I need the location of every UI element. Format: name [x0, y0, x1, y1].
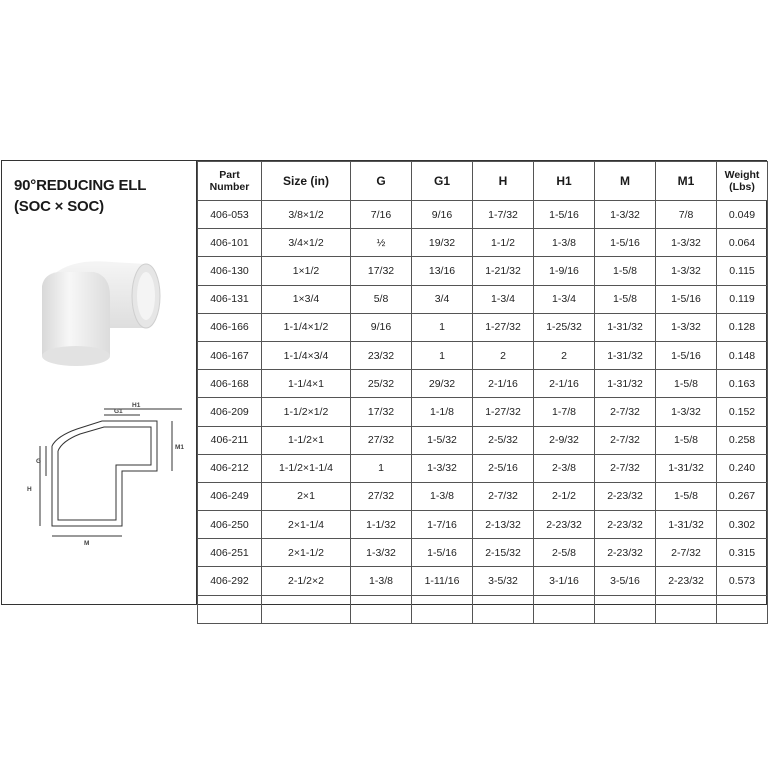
- table-cell: 2×1: [262, 482, 351, 510]
- table-cell: 1-5/16: [656, 285, 717, 313]
- table-cell: 2-7/32: [595, 398, 656, 426]
- table-cell: 2-1/2: [534, 482, 595, 510]
- table-cell: [262, 595, 351, 623]
- table-cell: 1-7/16: [412, 511, 473, 539]
- table-cell: 1-31/32: [595, 341, 656, 369]
- table-cell: [717, 595, 768, 623]
- table-cell: 3-5/16: [595, 567, 656, 595]
- table-row: [198, 398, 768, 426]
- table-cell: 2-5/8: [534, 539, 595, 567]
- header-size: Size (in): [262, 162, 351, 201]
- product-title-line2: (SOC × SOC): [14, 198, 104, 215]
- table-cell: 406-211: [198, 426, 262, 454]
- table-row: [198, 567, 768, 595]
- table-cell: 1-3/8: [534, 229, 595, 257]
- table-cell: 3/8×1/2: [262, 201, 351, 229]
- table-cell: 2-1/16: [473, 370, 534, 398]
- table-cell: 1-27/32: [473, 313, 534, 341]
- table-cell: 1×1/2: [262, 257, 351, 285]
- table-cell: 2: [534, 341, 595, 369]
- table-row: [198, 313, 768, 341]
- table-cell: 2×1-1/2: [262, 539, 351, 567]
- table-cell: 1-3/32: [351, 539, 412, 567]
- table-cell: 2-23/32: [595, 482, 656, 510]
- table-cell: 1-3/8: [351, 567, 412, 595]
- table-cell: 1-1/4×1/2: [262, 313, 351, 341]
- table-cell: 406-053: [198, 201, 262, 229]
- table-cell: 1-5/8: [656, 426, 717, 454]
- table-cell: 2-3/8: [534, 454, 595, 482]
- table-cell: 406-250: [198, 511, 262, 539]
- table-cell: 1-7/32: [473, 201, 534, 229]
- table-cell: 0.152: [717, 398, 768, 426]
- header-h1: H1: [534, 162, 595, 201]
- table-row: [198, 482, 768, 510]
- table-cell: 1-3/32: [656, 313, 717, 341]
- table-cell: 1: [412, 341, 473, 369]
- table-cell: [534, 595, 595, 623]
- table-cell: 1-5/8: [656, 370, 717, 398]
- table-cell: 1-25/32: [534, 313, 595, 341]
- table-row: [198, 257, 768, 285]
- table-cell: 27/32: [351, 426, 412, 454]
- table-row: [198, 229, 768, 257]
- table-cell: 2-23/32: [595, 511, 656, 539]
- table-cell: 9/16: [412, 201, 473, 229]
- table-cell: 1-27/32: [473, 398, 534, 426]
- table-cell: 1-1/2×1: [262, 426, 351, 454]
- table-cell: 1-7/8: [534, 398, 595, 426]
- table-cell: 406-212: [198, 454, 262, 482]
- table-cell: 406-166: [198, 313, 262, 341]
- table-cell: 1-21/32: [473, 257, 534, 285]
- table-cell: 23/32: [351, 341, 412, 369]
- table-cell: 17/32: [351, 398, 412, 426]
- table-cell: 1-1/4×1: [262, 370, 351, 398]
- table-cell: 0.302: [717, 511, 768, 539]
- table-cell: [412, 595, 473, 623]
- table-cell: 406-251: [198, 539, 262, 567]
- table-cell: 1-5/16: [595, 229, 656, 257]
- table-cell: 2-13/32: [473, 511, 534, 539]
- table-cell: 2-1/2×2: [262, 567, 351, 595]
- table-cell: 0.128: [717, 313, 768, 341]
- table-cell: 17/32: [351, 257, 412, 285]
- table-row: [198, 285, 768, 313]
- table-row: [198, 426, 768, 454]
- table-cell: 1-3/32: [656, 257, 717, 285]
- table-cell: 2-5/32: [473, 426, 534, 454]
- table-cell: 3/4: [412, 285, 473, 313]
- table-cell: 3/4×1/2: [262, 229, 351, 257]
- table-cell: 406-167: [198, 341, 262, 369]
- table-cell: 1-3/8: [412, 482, 473, 510]
- table-cell: 1-9/16: [534, 257, 595, 285]
- table-cell: 1-31/32: [595, 370, 656, 398]
- header-weight: Weight (Lbs): [717, 162, 768, 201]
- elbow-photo: [34, 256, 164, 374]
- table-body: [198, 201, 768, 624]
- table-cell: 3-5/32: [473, 567, 534, 595]
- table-cell: 2-7/32: [595, 426, 656, 454]
- header-part-number: Part Number: [198, 162, 262, 201]
- dim-label-m: M: [84, 540, 90, 547]
- header-m1: M1: [656, 162, 717, 201]
- table-cell: 0.119: [717, 285, 768, 313]
- table-header-row: [198, 162, 768, 201]
- table-cell: 0.240: [717, 454, 768, 482]
- table-cell: 406-292: [198, 567, 262, 595]
- table-cell: [473, 595, 534, 623]
- table-row: [198, 370, 768, 398]
- table-cell: 1-31/32: [656, 511, 717, 539]
- table-cell: 1-3/4: [534, 285, 595, 313]
- header-g: G: [351, 162, 412, 201]
- table-cell: 2-7/32: [656, 539, 717, 567]
- table-cell: 1-5/8: [656, 482, 717, 510]
- table-cell: 13/16: [412, 257, 473, 285]
- dim-label-g1: G1: [114, 408, 123, 415]
- product-title-line1: 90°REDUCING ELL: [14, 177, 147, 194]
- table-cell: 2-9/32: [534, 426, 595, 454]
- table-cell: 2-1/16: [534, 370, 595, 398]
- dim-label-g: G: [36, 458, 42, 465]
- table-cell: 1-1/2×1-1/4: [262, 454, 351, 482]
- table-cell: 0.064: [717, 229, 768, 257]
- table-cell: 2-23/32: [595, 539, 656, 567]
- table-cell: 406-249: [198, 482, 262, 510]
- table-row: [198, 454, 768, 482]
- dim-label-h1: H1: [132, 402, 141, 409]
- table-cell: 0.267: [717, 482, 768, 510]
- table-row: [198, 201, 768, 229]
- table-cell: 1-3/4: [473, 285, 534, 313]
- table-cell: [656, 595, 717, 623]
- product-panel: [2, 161, 197, 604]
- table-cell: 9/16: [351, 313, 412, 341]
- table-row: [198, 539, 768, 567]
- table-cell: 1-3/32: [595, 201, 656, 229]
- table-cell: 1-5/16: [656, 341, 717, 369]
- table-cell: 1-5/16: [534, 201, 595, 229]
- table-cell: 1×3/4: [262, 285, 351, 313]
- table-cell: 27/32: [351, 482, 412, 510]
- table-cell: 406-131: [198, 285, 262, 313]
- table-cell: 1-11/16: [412, 567, 473, 595]
- table-row: [198, 511, 768, 539]
- table-cell: 25/32: [351, 370, 412, 398]
- dim-label-m1: M1: [175, 444, 185, 451]
- table-cell: 3-1/16: [534, 567, 595, 595]
- table-cell: 1-1/4×3/4: [262, 341, 351, 369]
- table-cell: 0.315: [717, 539, 768, 567]
- spec-table: [197, 161, 768, 624]
- table-cell: 1: [351, 454, 412, 482]
- table-cell: 7/8: [656, 201, 717, 229]
- table-cell: 1-1/2×1/2: [262, 398, 351, 426]
- table-cell: 0.258: [717, 426, 768, 454]
- table-cell: 2-5/16: [473, 454, 534, 482]
- table-cell: [595, 595, 656, 623]
- header-g1: G1: [412, 162, 473, 201]
- table-cell: 2-15/32: [473, 539, 534, 567]
- table-cell: [351, 595, 412, 623]
- dim-label-h: H: [27, 486, 32, 493]
- table-cell: 0.148: [717, 341, 768, 369]
- table-cell: 0.115: [717, 257, 768, 285]
- product-title: [14, 175, 146, 217]
- table-cell: 1-3/32: [656, 229, 717, 257]
- table-cell: 2-7/32: [473, 482, 534, 510]
- table-row: [198, 595, 768, 623]
- table-row: [198, 341, 768, 369]
- header-m: M: [595, 162, 656, 201]
- table-cell: ½: [351, 229, 412, 257]
- table-cell: 406-101: [198, 229, 262, 257]
- table-cell: 2-23/32: [534, 511, 595, 539]
- header-h: H: [473, 162, 534, 201]
- table-cell: 19/32: [412, 229, 473, 257]
- table-cell: 1-1/2: [473, 229, 534, 257]
- table-cell: 1-5/8: [595, 285, 656, 313]
- table-cell: 2: [473, 341, 534, 369]
- table-cell: 2-7/32: [595, 454, 656, 482]
- table-cell: 2-23/32: [656, 567, 717, 595]
- table-cell: 1-3/32: [656, 398, 717, 426]
- table-cell: [198, 595, 262, 623]
- spec-sheet: [1, 160, 767, 605]
- table-cell: 406-130: [198, 257, 262, 285]
- table-cell: 0.049: [717, 201, 768, 229]
- table-cell: 1-31/32: [595, 313, 656, 341]
- table-cell: 1-1/32: [351, 511, 412, 539]
- table-cell: 5/8: [351, 285, 412, 313]
- table-cell: 1-1/8: [412, 398, 473, 426]
- table-cell: 2×1-1/4: [262, 511, 351, 539]
- table-cell: 0.573: [717, 567, 768, 595]
- table-cell: 1: [412, 313, 473, 341]
- table-cell: 0.163: [717, 370, 768, 398]
- table-cell: 406-209: [198, 398, 262, 426]
- table-cell: 406-168: [198, 370, 262, 398]
- table-cell: 1-5/32: [412, 426, 473, 454]
- table-cell: 7/16: [351, 201, 412, 229]
- dimension-drawing: [22, 401, 187, 551]
- table-cell: 1-5/16: [412, 539, 473, 567]
- table-cell: 1-5/8: [595, 257, 656, 285]
- table-cell: 1-3/32: [412, 454, 473, 482]
- table-cell: 29/32: [412, 370, 473, 398]
- table-cell: 1-31/32: [656, 454, 717, 482]
